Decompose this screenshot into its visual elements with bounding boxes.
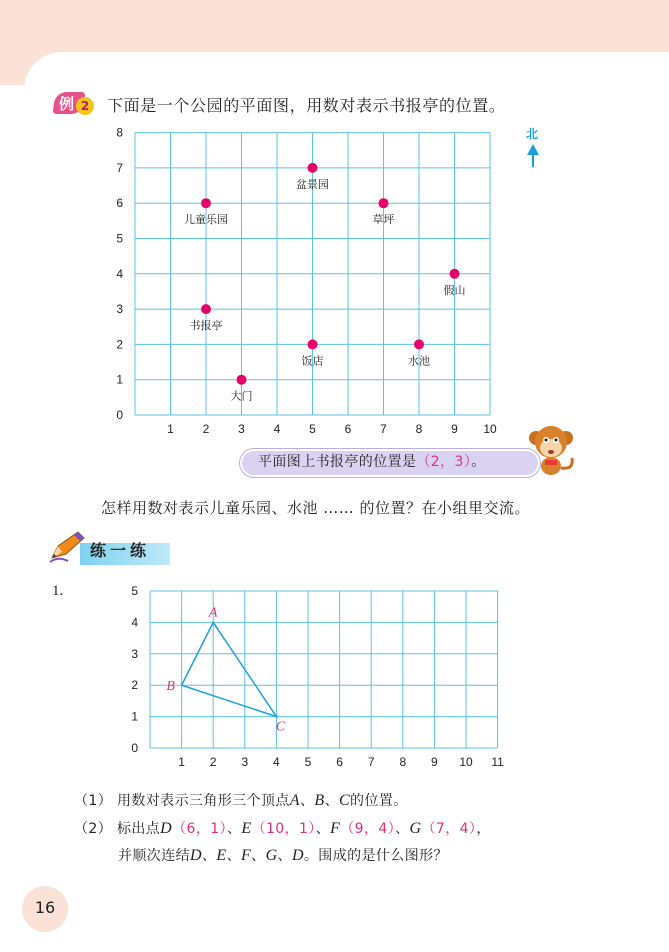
bubble-prefix: 平面图上书报亭的位置是	[258, 454, 417, 470]
map-point-label: 假山	[443, 283, 466, 297]
exercise-1-label: 1.	[52, 583, 64, 599]
map-point-label: 儿童乐园	[184, 213, 228, 227]
question-text: 怎样用数对表示儿童乐园、水池 …… 的位置？在小组里交流。	[101, 499, 531, 517]
triangle-vertex-label: A	[208, 605, 218, 621]
map-point-label: 草坪	[372, 213, 395, 227]
map-y-tick: 6	[116, 196, 123, 211]
map-x-tick: 8	[415, 422, 423, 436]
example-text: 下面是一个公园的平面图，用数对表示书报亭的位置。	[107, 96, 506, 115]
seq-sep: 、	[277, 848, 292, 864]
example-badge-number: 2	[76, 97, 94, 115]
sub1-text: 用数对表示三角形三个顶点	[116, 793, 290, 809]
triangle-vertex-label: B	[166, 679, 175, 695]
tri-x-tick: 3	[241, 755, 249, 769]
point-f-label: F	[330, 820, 341, 837]
map-x-tick: 7	[380, 422, 387, 436]
map-x-tick: 9	[451, 422, 458, 436]
map-x-tick: 10	[483, 422, 497, 436]
seq-d-end: D	[291, 847, 304, 864]
sub2-sep: 、	[226, 821, 242, 837]
map-y-tick: 4	[116, 266, 123, 281]
map-point-label: 大门	[230, 389, 253, 403]
map-y-tick: 2	[116, 337, 123, 352]
sub-question-2-line2	[118, 845, 448, 865]
tri-x-tick: 1	[178, 755, 185, 769]
practice-title: 练一练	[90, 541, 151, 560]
seq-sep: 、	[201, 848, 217, 864]
vertex-c-label: C	[338, 792, 351, 809]
example-badge-label: 例	[59, 95, 75, 113]
tri-y-tick: 1	[131, 709, 138, 724]
point-e-coord: （10，1）	[251, 821, 316, 837]
tri-x-tick: 7	[367, 755, 375, 769]
seq-g: G	[265, 847, 278, 864]
seq-e: E	[216, 847, 227, 864]
tri-x-tick: 10	[459, 755, 473, 769]
vertex-b-label: B	[314, 792, 325, 809]
point-g-coord: （7，4）	[421, 821, 477, 837]
map-y-tick: 8	[116, 125, 123, 140]
map-point-label: 水池	[408, 354, 430, 368]
tri-y-tick: 5	[131, 584, 138, 598]
sub2-line2-end: 。围成的是什么图形？	[303, 848, 448, 864]
map-y-tick: 5	[116, 231, 123, 246]
map-x-tick: 2	[202, 422, 210, 436]
seq-d: D	[190, 847, 202, 864]
map-x-tick: 4	[273, 422, 281, 436]
sub1-sep: 、	[324, 793, 339, 809]
map-x-tick: 6	[344, 422, 352, 436]
tri-x-tick: 6	[336, 755, 343, 769]
map-point-label: 饭店	[301, 354, 324, 368]
map-point-label: 盆景园	[296, 177, 329, 191]
map-x-tick: 3	[238, 422, 245, 436]
bubble-coord: （2，3）	[416, 454, 472, 470]
triangle-tick-labels	[131, 584, 504, 769]
sub1-number: （1）	[74, 793, 113, 809]
sub2-sep: 、	[395, 821, 410, 837]
map-y-tick: 0	[116, 408, 123, 422]
map-x-tick: 5	[309, 422, 316, 436]
point-f-coord: （9，4）	[340, 821, 396, 837]
point-e-label: E	[241, 820, 252, 837]
tri-x-tick: 5	[304, 755, 312, 769]
point-d-label: D	[160, 820, 173, 837]
sub2-sep: ，	[476, 821, 491, 837]
tri-y-tick: 4	[131, 615, 138, 630]
map-y-tick: 1	[116, 372, 123, 387]
sub1-text-end: 的位置。	[350, 793, 408, 809]
tri-x-tick: 9	[431, 755, 438, 769]
triangle-vertex-label: C	[275, 719, 286, 735]
triangle-edges	[182, 622, 277, 716]
sub2-line2-text: 并顺次连结	[118, 848, 190, 864]
tri-y-tick: 0	[131, 741, 138, 755]
tri-x-tick: 4	[273, 755, 280, 769]
sub1-sep: 、	[299, 793, 315, 809]
vertex-a-label: A	[289, 792, 300, 809]
point-d-coord: （6，1）	[172, 821, 227, 837]
tri-x-tick: 11	[491, 755, 504, 769]
tri-x-tick: 8	[399, 755, 407, 769]
map-point-label: 书报亭	[189, 319, 223, 333]
sub2-number: （2）	[74, 821, 113, 837]
triangle-grid-lines	[150, 591, 498, 748]
sub-question-2	[74, 818, 491, 838]
sub-question-1	[74, 790, 408, 810]
north-label: 北	[526, 127, 539, 141]
map-y-tick: 7	[116, 160, 123, 175]
point-g-label: G	[409, 820, 422, 837]
tri-y-tick: 3	[131, 646, 138, 661]
tri-y-tick: 2	[131, 678, 138, 693]
bubble-suffix: 。	[471, 454, 486, 470]
seq-sep: 、	[226, 848, 241, 864]
seq-sep: 、	[251, 848, 266, 864]
seq-f: F	[240, 847, 252, 864]
sub2-text: 标出点	[116, 821, 161, 837]
map-x-tick: 1	[167, 422, 174, 436]
sub2-sep: 、	[315, 821, 331, 837]
map-y-tick: 3	[116, 302, 123, 317]
tri-x-tick: 2	[209, 755, 217, 769]
triangle-abc	[166, 605, 285, 734]
page-number: 16	[34, 898, 56, 917]
